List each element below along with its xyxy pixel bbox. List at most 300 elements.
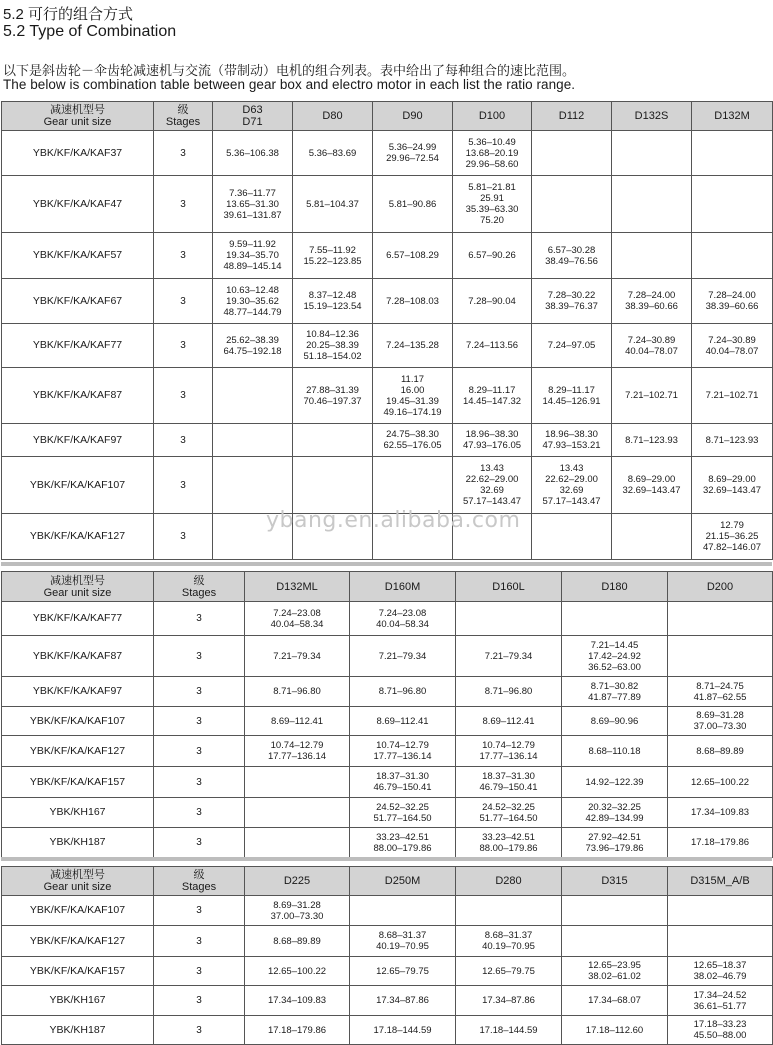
ratio-range-cell <box>532 131 612 176</box>
ratio-line: 73.96–179.86 <box>585 842 644 854</box>
ratio-range-cell <box>668 896 773 926</box>
header-stages-zh: 级 <box>193 869 205 881</box>
ratio-range-cell <box>293 131 373 176</box>
ratio-range-cell <box>456 736 562 767</box>
ratio-range-cell <box>245 986 350 1016</box>
ratio-line: 15.22–123.85 <box>303 255 362 267</box>
ratio-range-cell <box>245 828 350 858</box>
section-title-en: 5.2 Type of Combination <box>3 23 177 40</box>
ratio-line: 19.30–35.62 <box>226 295 279 307</box>
ratio-line: D112 <box>558 110 585 122</box>
ratio-line: 7.21–79.34 <box>273 650 321 662</box>
ratio-range-cell <box>453 131 532 176</box>
header-motor <box>562 867 668 896</box>
ratio-line: 27.92–42.51 <box>588 831 641 843</box>
ratio-line: 6.57–90.26 <box>468 250 516 261</box>
ratio-range-cell <box>453 324 532 368</box>
header-stages <box>154 102 213 131</box>
ratio-range-cell <box>456 677 562 707</box>
ratio-range-cell <box>213 176 293 233</box>
ratio-range-cell <box>612 457 692 514</box>
ratio-line: 20.25–38.39 <box>306 340 359 351</box>
table-separator <box>1 857 772 861</box>
ratio-line: 40.04–58.34 <box>376 618 429 630</box>
ratio-range-cell <box>612 176 692 233</box>
ratio-line: 15.19–123.54 <box>303 301 362 312</box>
ratio-range-cell <box>612 233 692 279</box>
ratio-line: 7.24–23.08 <box>378 607 427 619</box>
header-stages-zh: 级 <box>177 104 189 116</box>
ratio-line: 8.69–112.41 <box>376 715 429 727</box>
ratio-line: 5.81–21.81 <box>468 182 516 193</box>
ratio-range-cell <box>692 514 773 560</box>
stages-value: 3 <box>154 233 213 279</box>
header-stages-en: Stages <box>165 116 201 128</box>
ratio-line: 42.89–134.99 <box>585 812 644 824</box>
stages-value: 3 <box>154 926 245 957</box>
ratio-line: 10.74–12.79 <box>270 740 324 751</box>
ratio-range-cell <box>293 233 373 279</box>
ratio-range-cell <box>373 424 453 457</box>
ratio-line: 8.68–110.18 <box>588 745 641 757</box>
ratio-line: 7.21–102.71 <box>625 390 678 401</box>
ratio-line: 57.17–143.47 <box>542 496 601 507</box>
ratio-line: D160L <box>492 580 525 593</box>
ratio-range-cell <box>692 279 773 324</box>
stages-value: 3 <box>154 798 245 828</box>
ratio-range-cell <box>456 767 562 798</box>
ratio-line: D180 <box>601 580 628 593</box>
gear-unit-model: YBK/KF/KA/KAF127 <box>2 514 154 560</box>
ratio-range-cell <box>350 926 456 957</box>
ratio-line: 8.69–90.96 <box>590 715 639 727</box>
ratio-range-cell <box>293 514 373 560</box>
ratio-line: 45.50–88.00 <box>693 1030 747 1041</box>
stages-value: 3 <box>154 324 213 368</box>
ratio-line: 20.32–32.25 <box>588 801 641 813</box>
ratio-line: 6.57–108.29 <box>386 250 439 261</box>
ratio-line: 5.36–106.38 <box>226 147 279 159</box>
ratio-line: 17.77–136.14 <box>267 751 327 762</box>
ratio-line: 12.65–100.22 <box>690 776 750 788</box>
ratio-range-cell <box>373 514 453 560</box>
ratio-line: 17.42–24.92 <box>588 650 641 662</box>
stages-value: 3 <box>154 176 213 233</box>
ratio-line: 8.71–96.80 <box>273 686 321 697</box>
ratio-range-cell <box>562 1016 668 1045</box>
ratio-line: 16.00 <box>400 384 425 396</box>
ratio-range-cell <box>373 279 453 324</box>
ratio-line: 38.49–76.56 <box>545 255 598 267</box>
ratio-range-cell <box>453 514 532 560</box>
ratio-line: 62.55–176.05 <box>383 440 442 451</box>
ratio-line: 19.34–35.70 <box>226 250 279 261</box>
table-row <box>2 514 773 560</box>
header-gear-unit-size <box>2 867 154 896</box>
ratio-line: 12.79 <box>720 520 744 531</box>
ratio-line: 8.37–12.48 <box>308 290 357 301</box>
ratio-range-cell <box>668 767 773 798</box>
ratio-range-cell <box>532 457 612 514</box>
gear-unit-model: YBK/KF/KA/KAF87 <box>2 636 154 677</box>
ratio-line: 8.69–29.00 <box>708 474 756 485</box>
ratio-line: D315M_A/B <box>690 875 750 887</box>
header-model-en: Gear unit size <box>43 881 112 893</box>
ratio-line: 8.69–112.41 <box>270 715 324 727</box>
header-stages-en: Stages <box>181 881 217 893</box>
header-motor <box>293 102 373 131</box>
ratio-range-cell <box>373 131 453 176</box>
header-motor <box>456 867 562 896</box>
ratio-line: 8.71–96.80 <box>378 686 427 697</box>
ratio-line: 37.00–73.30 <box>270 910 324 922</box>
ratio-line: 33.23–42.51 <box>376 831 429 843</box>
ratio-range-cell <box>668 602 773 636</box>
ratio-line: 17.34–109.83 <box>267 995 327 1006</box>
ratio-range-cell <box>350 636 456 677</box>
ratio-range-cell <box>293 324 373 368</box>
ratio-range-cell <box>562 896 668 926</box>
ratio-line: D132M <box>714 110 750 122</box>
ratio-line: 29.96–58.60 <box>465 158 519 170</box>
gear-unit-model: YBK/KH187 <box>2 828 154 858</box>
header-gear-unit-size <box>2 102 154 131</box>
ratio-range-cell <box>453 368 532 424</box>
ratio-range-cell <box>373 457 453 514</box>
stages-value: 3 <box>154 424 213 457</box>
ratio-range-cell <box>350 677 456 707</box>
ratio-range-cell <box>562 957 668 986</box>
ratio-range-cell <box>213 368 293 424</box>
ratio-line: 49.16–174.19 <box>383 406 442 418</box>
ratio-line: 32.69–143.47 <box>702 485 762 496</box>
ratio-line: 38.02–61.02 <box>588 971 641 982</box>
ratio-line: 8.71–123.93 <box>625 434 678 446</box>
combination-table-2 <box>1 571 773 858</box>
ratio-line: 7.36–11.77 <box>229 187 276 199</box>
ratio-line: D132ML <box>276 580 318 593</box>
ratio-line: 7.24–30.89 <box>708 334 756 346</box>
table-row <box>2 767 773 798</box>
ratio-line: 10.84–12.36 <box>306 329 359 340</box>
ratio-line: 7.21–79.34 <box>484 650 533 662</box>
stages-value: 3 <box>154 736 245 767</box>
header-motor <box>612 102 692 131</box>
ratio-range-cell <box>350 707 456 736</box>
ratio-line: 17.34–87.86 <box>482 995 535 1006</box>
ratio-line: 17.77–136.14 <box>373 751 432 762</box>
table-row <box>2 131 773 176</box>
table-row <box>2 707 773 736</box>
combination-table-1 <box>1 101 773 560</box>
ratio-line: 51.77–164.50 <box>373 812 432 824</box>
ratio-line: 32.69–143.47 <box>622 485 681 496</box>
ratio-range-cell <box>213 131 293 176</box>
ratio-line: 10.74–12.79 <box>376 740 429 751</box>
ratio-line: 38.39–76.37 <box>545 301 598 312</box>
ratio-line: 40.04–78.07 <box>625 345 678 357</box>
ratio-line: 12.65–79.75 <box>482 965 535 977</box>
ratio-range-cell <box>612 368 692 424</box>
ratio-range-cell <box>668 736 773 767</box>
ratio-range-cell <box>456 602 562 636</box>
ratio-line: 7.28–24.00 <box>627 290 676 301</box>
ratio-line: 47.82–146.07 <box>702 542 762 553</box>
ratio-line: 17.34–24.52 <box>693 989 747 1001</box>
ratio-line: 5.81–104.37 <box>306 198 359 210</box>
ratio-range-cell <box>350 828 456 858</box>
gear-unit-model: YBK/KF/KA/KAF107 <box>2 896 154 926</box>
ratio-range-cell <box>692 457 773 514</box>
header-model-en: Gear unit size <box>43 586 112 599</box>
gear-unit-model: YBK/KF/KA/KAF67 <box>2 279 154 324</box>
ratio-line: 39.61–131.87 <box>223 209 282 221</box>
gear-unit-model: YBK/KH167 <box>2 798 154 828</box>
ratio-range-cell <box>532 176 612 233</box>
ratio-line: 48.89–145.14 <box>223 261 282 272</box>
ratio-line: 7.24–113.56 <box>465 340 519 351</box>
stages-value: 3 <box>154 636 245 677</box>
ratio-line: 8.71–30.82 <box>590 680 639 692</box>
ratio-line: 41.87–62.55 <box>693 691 747 703</box>
ratio-range-cell <box>692 176 773 233</box>
ratio-range-cell <box>456 798 562 828</box>
header-stages-en: Stages <box>181 586 217 599</box>
ratio-range-cell <box>668 957 773 986</box>
header-motor <box>350 572 456 602</box>
table-row <box>2 986 773 1016</box>
ratio-line: 24.52–32.25 <box>482 801 535 813</box>
header-gear-unit-size <box>2 572 154 602</box>
ratio-range-cell <box>293 424 373 457</box>
ratio-range-cell <box>612 324 692 368</box>
ratio-range-cell <box>213 424 293 457</box>
ratio-line: 17.77–136.14 <box>479 751 538 762</box>
ratio-range-cell <box>532 279 612 324</box>
gear-unit-model: YBK/KF/KA/KAF107 <box>2 707 154 736</box>
header-model-zh: 减速机型号 <box>50 104 105 116</box>
ratio-line: 75.20 <box>480 215 504 226</box>
ratio-line: 13.43 <box>559 463 584 474</box>
ratio-line: 18.37–31.30 <box>482 771 535 782</box>
table-row <box>2 636 773 677</box>
ratio-line: 48.77–144.79 <box>223 306 282 318</box>
ratio-line: 8.29–11.17 <box>548 384 595 396</box>
table-row <box>2 736 773 767</box>
ratio-line: 57.17–143.47 <box>462 496 522 507</box>
gear-unit-model: YBK/KF/KA/KAF157 <box>2 767 154 798</box>
ratio-line: D63 <box>242 104 263 116</box>
ratio-line: 38.39–60.66 <box>625 301 678 312</box>
ratio-range-cell <box>245 798 350 828</box>
ratio-range-cell <box>532 514 612 560</box>
ratio-range-cell <box>293 279 373 324</box>
ratio-line: 25.91 <box>480 193 504 204</box>
table-row <box>2 1016 773 1045</box>
header-stages-zh: 级 <box>193 574 205 587</box>
ratio-line: 88.00–179.86 <box>373 842 432 854</box>
ratio-line: 38.39–60.66 <box>705 301 759 312</box>
ratio-line: 47.93–153.21 <box>542 440 601 451</box>
ratio-range-cell <box>213 324 293 368</box>
ratio-line: 17.18–33.23 <box>693 1019 747 1030</box>
ratio-line: 12.65–23.95 <box>588 960 641 971</box>
gear-unit-model: YBK/KF/KA/KAF47 <box>2 176 154 233</box>
ratio-range-cell <box>245 636 350 677</box>
ratio-line: 7.24–97.05 <box>547 340 596 351</box>
ratio-range-cell <box>456 828 562 858</box>
header-stages <box>154 867 245 896</box>
table-row <box>2 602 773 636</box>
ratio-range-cell <box>373 368 453 424</box>
ratio-line: 6.57–30.28 <box>547 244 596 256</box>
ratio-line: D132S <box>634 110 669 122</box>
ratio-line: 64.75–192.18 <box>223 345 282 357</box>
ratio-line: 7.21–79.34 <box>378 650 427 662</box>
ratio-range-cell <box>373 233 453 279</box>
ratio-range-cell <box>350 1016 456 1045</box>
header-stages <box>154 572 245 602</box>
ratio-range-cell <box>562 926 668 957</box>
ratio-range-cell <box>612 514 692 560</box>
header-motor <box>350 867 456 896</box>
watermark: ybang.en.alibaba.com <box>266 508 521 533</box>
ratio-line: 22.62–29.00 <box>465 474 519 485</box>
ratio-line: D80 <box>322 110 343 122</box>
ratio-range-cell <box>668 828 773 858</box>
ratio-line: D225 <box>283 875 311 887</box>
ratio-line: 7.28–30.22 <box>547 290 596 301</box>
ratio-range-cell <box>453 457 532 514</box>
ratio-line: 17.18–144.59 <box>479 1024 538 1036</box>
table-row <box>2 279 773 324</box>
ratio-range-cell <box>350 957 456 986</box>
gear-unit-model: YBK/KF/KA/KAF97 <box>2 677 154 707</box>
ratio-line: D200 <box>706 580 734 593</box>
table-row <box>2 896 773 926</box>
header-motor <box>245 867 350 896</box>
gear-unit-model: YBK/KF/KA/KAF87 <box>2 368 154 424</box>
ratio-range-cell <box>532 233 612 279</box>
table-row <box>2 176 773 233</box>
ratio-line: D71 <box>242 116 263 128</box>
ratio-range-cell <box>293 457 373 514</box>
ratio-range-cell <box>453 176 532 233</box>
ratio-line: 19.45–31.39 <box>386 395 439 407</box>
table-row <box>2 457 773 514</box>
ratio-line: 8.29–11.17 <box>468 384 516 396</box>
table-row <box>2 677 773 707</box>
ratio-range-cell <box>245 1016 350 1045</box>
ratio-range-cell <box>532 324 612 368</box>
ratio-range-cell <box>453 424 532 457</box>
ratio-line: 8.71–96.80 <box>484 686 533 697</box>
stages-value: 3 <box>154 896 245 926</box>
table-header-row <box>2 572 773 602</box>
ratio-line: D100 <box>478 110 506 122</box>
ratio-line: 70.46–197.37 <box>303 395 362 407</box>
gear-unit-model: YBK/KF/KA/KAF77 <box>2 602 154 636</box>
ratio-line: 8.68–89.89 <box>696 745 744 757</box>
intro-zh: 以下是斜齿轮－伞齿轮减速机与交流（带制动）电机的组合列表。表中给出了每种组合的速比范围。 <box>3 63 576 78</box>
ratio-range-cell <box>692 368 773 424</box>
header-motor <box>668 572 773 602</box>
ratio-line: 32.69 <box>559 485 584 496</box>
ratio-line: 5.36–10.49 <box>468 136 516 148</box>
ratio-range-cell <box>350 736 456 767</box>
gear-unit-model: YBK/KH187 <box>2 1016 154 1045</box>
stages-value: 3 <box>154 828 245 858</box>
table-row <box>2 233 773 279</box>
table-row <box>2 324 773 368</box>
stages-value: 3 <box>154 986 245 1016</box>
table-row <box>2 424 773 457</box>
header-model-zh: 减速机型号 <box>50 869 105 881</box>
ratio-line: 40.04–78.07 <box>705 345 759 357</box>
ratio-range-cell <box>562 736 668 767</box>
ratio-range-cell <box>245 896 350 926</box>
ratio-line: 33.23–42.51 <box>482 831 535 843</box>
ratio-line: 7.24–23.08 <box>273 607 321 619</box>
ratio-line: 13.68–20.19 <box>465 147 519 159</box>
section-heading <box>3 6 176 41</box>
ratio-range-cell <box>562 828 668 858</box>
ratio-range-cell <box>453 279 532 324</box>
header-model-en: Gear unit size <box>43 116 112 128</box>
ratio-line: 7.28–90.04 <box>468 295 516 307</box>
ratio-line: 47.93–176.05 <box>462 440 522 451</box>
gear-unit-model: YBK/KF/KA/KAF127 <box>2 926 154 957</box>
gear-unit-model: YBK/KF/KA/KAF127 <box>2 736 154 767</box>
header-motor <box>532 102 612 131</box>
ratio-line: 18.96–38.30 <box>465 429 519 440</box>
ratio-range-cell <box>692 131 773 176</box>
stages-value: 3 <box>154 677 245 707</box>
ratio-line: D250M <box>384 875 421 887</box>
ratio-line: 37.00–73.30 <box>693 721 747 732</box>
ratio-range-cell <box>350 767 456 798</box>
ratio-line: 88.00–179.86 <box>479 842 538 854</box>
ratio-range-cell <box>213 279 293 324</box>
ratio-range-cell <box>668 677 773 707</box>
ratio-line: 17.18–112.60 <box>585 1024 644 1036</box>
ratio-line: 7.24–135.28 <box>386 340 439 351</box>
ratio-line: 10.63–12.48 <box>226 284 279 296</box>
ratio-range-cell <box>612 131 692 176</box>
ratio-range-cell <box>668 926 773 957</box>
stages-value: 3 <box>154 279 213 324</box>
ratio-range-cell <box>692 424 773 457</box>
ratio-range-cell <box>562 767 668 798</box>
ratio-line: 36.52–63.00 <box>588 661 641 673</box>
ratio-range-cell <box>373 176 453 233</box>
ratio-range-cell <box>350 798 456 828</box>
ratio-line: 29.96–72.54 <box>386 153 439 164</box>
ratio-line: 7.21–14.45 <box>590 639 639 651</box>
ratio-line: 8.69–31.28 <box>696 710 744 721</box>
ratio-range-cell <box>245 707 350 736</box>
table-row <box>2 368 773 424</box>
ratio-range-cell <box>456 636 562 677</box>
table-separator <box>1 562 772 566</box>
ratio-line: D280 <box>495 875 522 887</box>
header-model-zh: 减速机型号 <box>50 574 105 587</box>
gear-unit-model: YBK/KH167 <box>2 986 154 1016</box>
ratio-range-cell <box>293 368 373 424</box>
ratio-line: 25.62–38.39 <box>226 334 279 346</box>
ratio-line: 41.87–77.89 <box>588 691 641 703</box>
ratio-line: 38.02–46.79 <box>693 971 747 982</box>
